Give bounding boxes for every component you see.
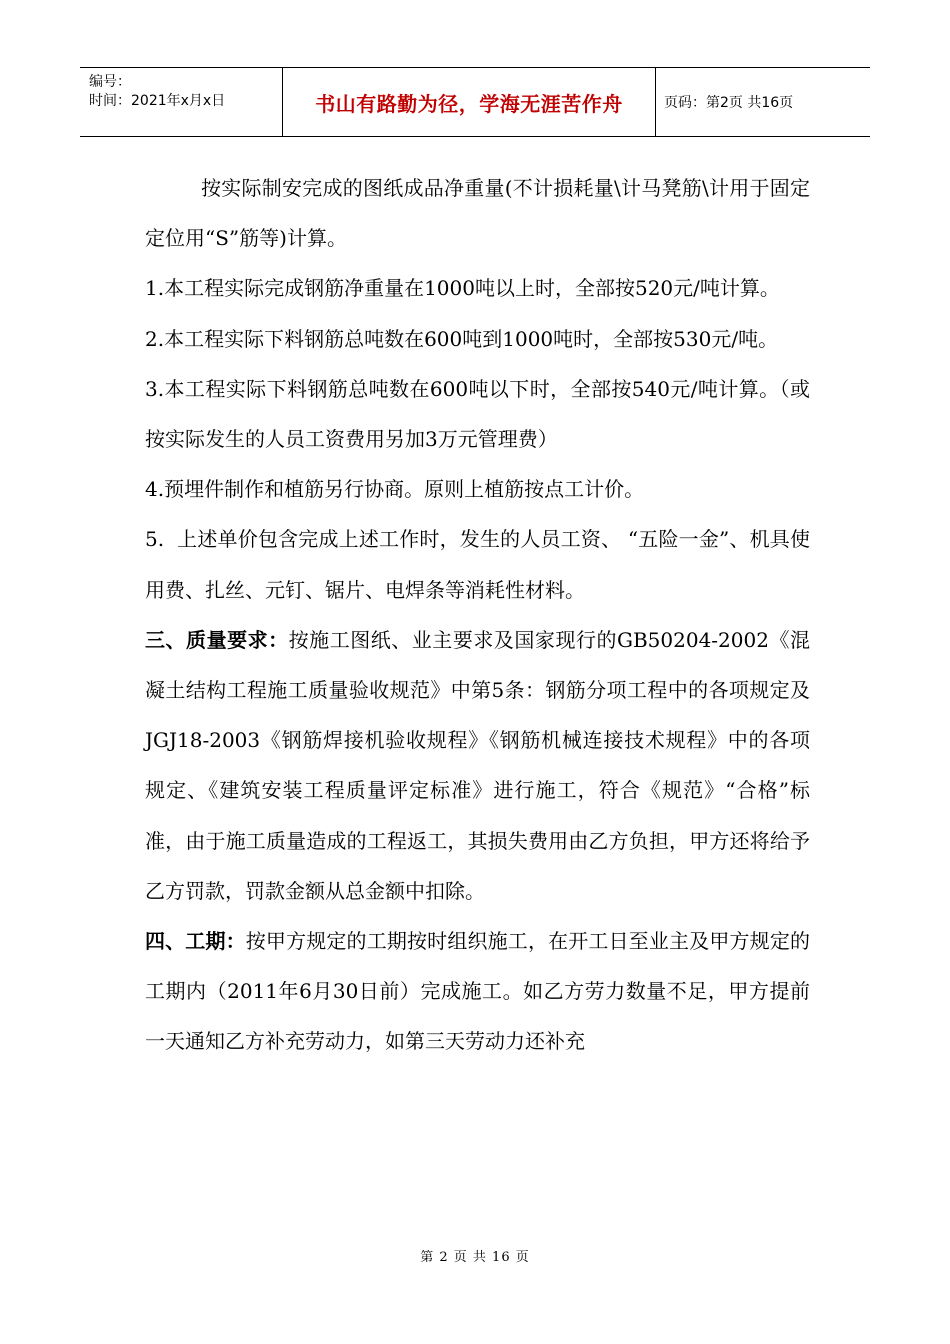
page-footer: 第 2 页 共 16 页 [420, 1250, 530, 1265]
section-heading: 三、质量要求： [145, 627, 289, 652]
section-schedule [145, 916, 810, 1067]
page-header [80, 67, 870, 137]
paragraph-text: 2.本工程实际下料钢筋总吨数在600吨到1000吨时，全部按530元/吨。 [145, 326, 779, 351]
paragraph [145, 464, 810, 514]
section-text: 按施工图纸、业主要求及国家现行的GB50204-2002《混凝土结构工程施工质量验收规范》中第5条：钢筋分项工程中的各项规定及JGJ18-2003《钢筋焊接机验收规程》《钢筋机械连接技术规程》中的各项规定、《建筑安装工程质量评定标准》进行施工，符合《规范》“合格”标准，由于施工质量造成的工程返工，其损失费用由乙方负担，甲方还将给予乙方罚款，罚款金额从总金额中扣除。 [145, 627, 811, 903]
header-page-info: 页码：第2页 共16页 [664, 95, 794, 111]
paragraph [145, 263, 810, 313]
paragraph-text: 1.本工程实际完成钢筋净重量在1000吨以上时，全部按520元/吨计算。 [145, 276, 780, 301]
paragraph-text: 5. 上述单价包含完成上述工作时，发生的人员工资、 “五险一金”、机具使用费、扎丝、元钉、锯片、电焊条等消耗性材料。 [145, 527, 810, 602]
header-meta-cell [80, 68, 283, 136]
paragraph [145, 314, 810, 364]
section-quality-requirements [145, 615, 810, 916]
header-slogan: 书山有路勤为径，学海无涯苦作舟 [283, 68, 656, 136]
paragraph-text: 按实际制安完成的图纸成品净重量(不计损耗量\计马凳筋\计用于固定定位用“S”筋等)计算。 [145, 176, 810, 251]
document-code-label: 编号： [89, 74, 131, 90]
document-body [145, 163, 810, 1067]
paragraph [145, 364, 810, 464]
paragraph-text: 4.预埋件制作和植筋另行协商。原则上植筋按点工计价。 [145, 477, 645, 502]
paragraph-text: 3.本工程实际下料钢筋总吨数在600吨以下时，全部按540元/吨计算。（或按实际发生的人员工资费用另加3万元管理费） [145, 376, 810, 452]
paragraph [145, 163, 810, 263]
paragraph [145, 514, 810, 614]
section-text: 按甲方规定的工期按时组织施工，在开工日至业主及甲方规定的工期内（2011年6月30日前）完成施工。如乙方劳力数量不足，甲方提前一天通知乙方补充劳动力，如第三天劳动力还补充 [145, 929, 810, 1054]
document-time-label: 时间：2021年x月x日 [89, 93, 226, 109]
section-heading: 四、工期： [145, 929, 246, 954]
